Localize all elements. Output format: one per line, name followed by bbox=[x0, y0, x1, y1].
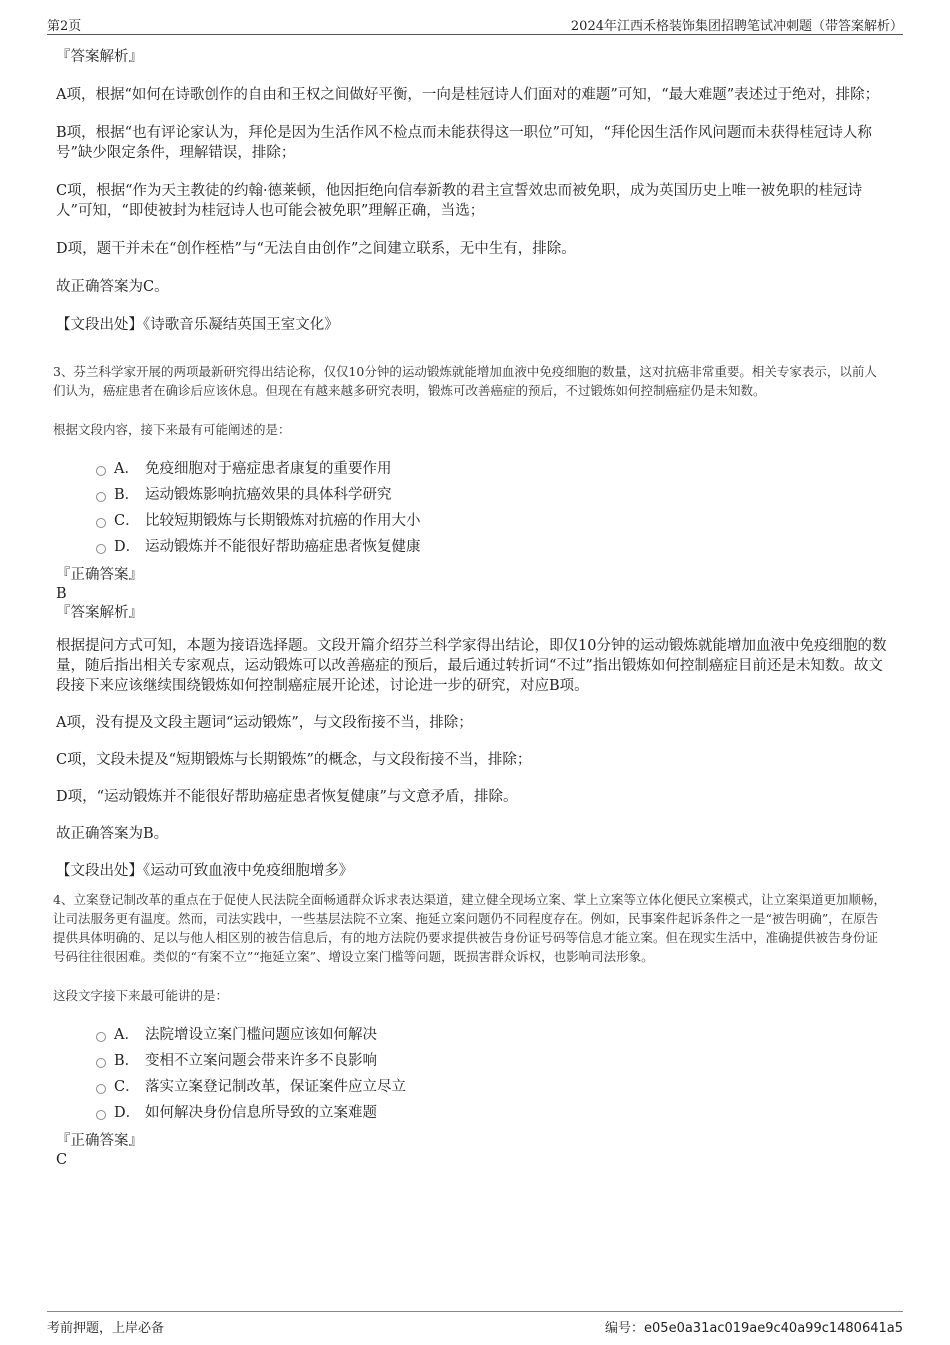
option-key: D． bbox=[114, 1105, 141, 1121]
option-key: B． bbox=[114, 1053, 140, 1069]
analysis-paragraph: 根据提问方式可知，本题为接语选择题。文段开篇介绍芬兰科学家得出结论，即仅10分钟的运动锻炼就能增加血液中免疫细胞的数量，随后指出相关专家观点，运动锻炼可以改善癌症的预后，最后通过转折词“不过”指出锻炼如何控制癌症目前还是未知数。故文段接下来应该继续围绕锻炼如何控制癌症展开论述，讨论进一步的研究，对应B项。 bbox=[56, 638, 887, 694]
radio-icon[interactable] bbox=[96, 1032, 106, 1042]
question-prompt: 这段文字接下来最可能讲的是： bbox=[53, 988, 229, 1003]
radio-icon[interactable] bbox=[96, 492, 106, 502]
option-key: C． bbox=[114, 513, 140, 529]
option-d[interactable] bbox=[96, 1100, 888, 1126]
option-key: D． bbox=[114, 539, 141, 555]
option-c[interactable] bbox=[96, 508, 888, 534]
option-key: C． bbox=[114, 1079, 140, 1095]
page-content bbox=[53, 47, 888, 1170]
source-citation: 【文段出处】《运动可致血液中免疫细胞增多》 bbox=[56, 863, 354, 879]
radio-icon[interactable] bbox=[96, 1058, 106, 1068]
document-title: 2024年江西禾格装饰集团招聘笔试冲刺题（带答案解析） bbox=[570, 19, 903, 34]
analysis-paragraph: B项，根据“也有评论家认为，拜伦是因为生活作风不检点而未能获得这一职位”可知，“拜伦因生活作风问题而未获得桂冠诗人称号”缺少限定条件，理解错误，排除； bbox=[56, 125, 872, 161]
q3-analysis bbox=[56, 636, 888, 881]
analysis-paragraph: C项，根据“作为天主教徒的约翰·德莱顿，他因拒绝向信奉新教的君主宣誓效忠而被免职，成为英国历史上唯一被免职的桂冠诗人”可知，“即使被封为桂冠诗人也可能会被免职”理解正确，当选； bbox=[56, 183, 863, 219]
radio-icon[interactable] bbox=[96, 1110, 106, 1120]
option-text: 如何解决身份信息所导致的立案难题 bbox=[145, 1105, 377, 1121]
question-prompt: 根据文段内容，接下来最有可能阐述的是： bbox=[53, 422, 291, 437]
answer-value: C bbox=[56, 1152, 68, 1168]
code-label: 编号： bbox=[605, 1321, 645, 1336]
option-text: 落实立案登记制改革，保证案件应立尽立 bbox=[145, 1079, 406, 1095]
question-stem: 4、立案登记制改革的重点在于促使人民法院全面畅通群众诉求表达渠道，建立健全现场立案、掌上立案等立体化便民立案模式，让立案渠道更加顺畅，让司法服务更有温度。然而，司法实践中，一些基层法院不立案、拖延立案问题仍不同程度存在。例如，民事案件起诉条件之一是“被告明确”，在原告提供具体明确的、足以与他人相区别的被告信息后，有的地方法院仍要求提供被告身份证号码等信息才能立案。但在现实生活中，准确提供被告身份证号码往往很困难。类似的“有案不立”“拖延立案”、增设立案门槛等问题，既损害群众诉权，也影响司法形象。 bbox=[53, 892, 886, 964]
q2-analysis bbox=[56, 47, 888, 335]
analysis-paragraph: D项，题干并未在“创作桎梏”与“无法自由创作”之间建立联系，无中生有，排除。 bbox=[56, 241, 576, 257]
radio-icon[interactable] bbox=[96, 544, 106, 554]
document-code bbox=[605, 1317, 903, 1336]
option-b[interactable] bbox=[96, 1048, 888, 1074]
q3-answer bbox=[56, 566, 888, 623]
analysis-paragraph: A项，没有提及文段主题词“运动锻炼”，与文段衔接不当，排除； bbox=[56, 715, 473, 731]
option-a[interactable] bbox=[96, 1022, 888, 1048]
answer-label: 『正确答案』 bbox=[56, 1133, 143, 1149]
question-4 bbox=[53, 890, 888, 1005]
option-text: 运动锻炼并不能很好帮助癌症患者恢复健康 bbox=[145, 539, 421, 555]
code-value: e05e0a31ac019ae9c40a99c1480641a5 bbox=[644, 1321, 903, 1336]
option-text: 运动锻炼影响抗癌效果的具体科学研究 bbox=[145, 487, 392, 503]
answer-label: 『正确答案』 bbox=[56, 567, 143, 583]
option-b[interactable] bbox=[96, 482, 888, 508]
answer-conclusion: 故正确答案为C。 bbox=[56, 279, 169, 295]
option-text: 免疫细胞对于癌症患者康复的重要作用 bbox=[145, 461, 392, 477]
analysis-label: 『答案解析』 bbox=[56, 605, 143, 621]
analysis-paragraph: A项，根据“如何在诗歌创作的自由和王权之间做好平衡，一向是桂冠诗人们面对的难题”可知，“最大难题”表述过于绝对，排除； bbox=[56, 87, 880, 103]
option-key: B． bbox=[114, 487, 140, 503]
option-text: 法院增设立案门槛问题应该如何解决 bbox=[145, 1027, 377, 1043]
question-stem: 3、芬兰科学家开展的两项最新研究得出结论称，仅仅10分钟的运动锻炼就能增加血液中免疫细胞的数量，这对抗癌非常重要。相关专家表示，以前人们认为，癌症患者在确诊后应该休息。但现在有越来越多研究表明，锻炼可改善癌症的预后，不过锻炼如何控制癌症仍是未知数。 bbox=[53, 364, 877, 398]
q4-answer bbox=[56, 1132, 888, 1170]
option-a[interactable] bbox=[96, 456, 888, 482]
answer-conclusion: 故正确答案为B。 bbox=[56, 826, 169, 842]
analysis-paragraph: C项，文段未提及“短期锻炼与长期锻炼”的概念，与文段衔接不当，排除； bbox=[56, 752, 532, 768]
answer-value: B bbox=[56, 586, 67, 602]
option-key: A． bbox=[114, 1027, 139, 1043]
q3-options bbox=[96, 456, 888, 560]
analysis-paragraph: D项，“运动锻炼并不能很好帮助癌症患者恢复健康”与文意矛盾，排除。 bbox=[56, 789, 518, 805]
option-key: A． bbox=[114, 461, 139, 477]
radio-icon[interactable] bbox=[96, 518, 106, 528]
radio-icon[interactable] bbox=[96, 466, 106, 476]
q4-options bbox=[96, 1022, 888, 1126]
footer-slogan: 考前押题，上岸必备 bbox=[47, 1321, 165, 1336]
option-text: 变相不立案问题会带来许多不良影响 bbox=[145, 1053, 377, 1069]
source-citation: 【文段出处】《诗歌音乐凝结英国王室文化》 bbox=[56, 317, 339, 333]
option-text: 比较短期锻炼与长期锻炼对抗癌的作用大小 bbox=[145, 513, 421, 529]
page-header bbox=[47, 14, 903, 35]
page-footer bbox=[47, 1311, 903, 1338]
option-c[interactable] bbox=[96, 1074, 888, 1100]
question-3 bbox=[53, 362, 888, 439]
page-number: 第2页 bbox=[47, 19, 82, 34]
option-d[interactable] bbox=[96, 534, 888, 560]
radio-icon[interactable] bbox=[96, 1084, 106, 1094]
analysis-label: 『答案解析』 bbox=[56, 49, 143, 65]
